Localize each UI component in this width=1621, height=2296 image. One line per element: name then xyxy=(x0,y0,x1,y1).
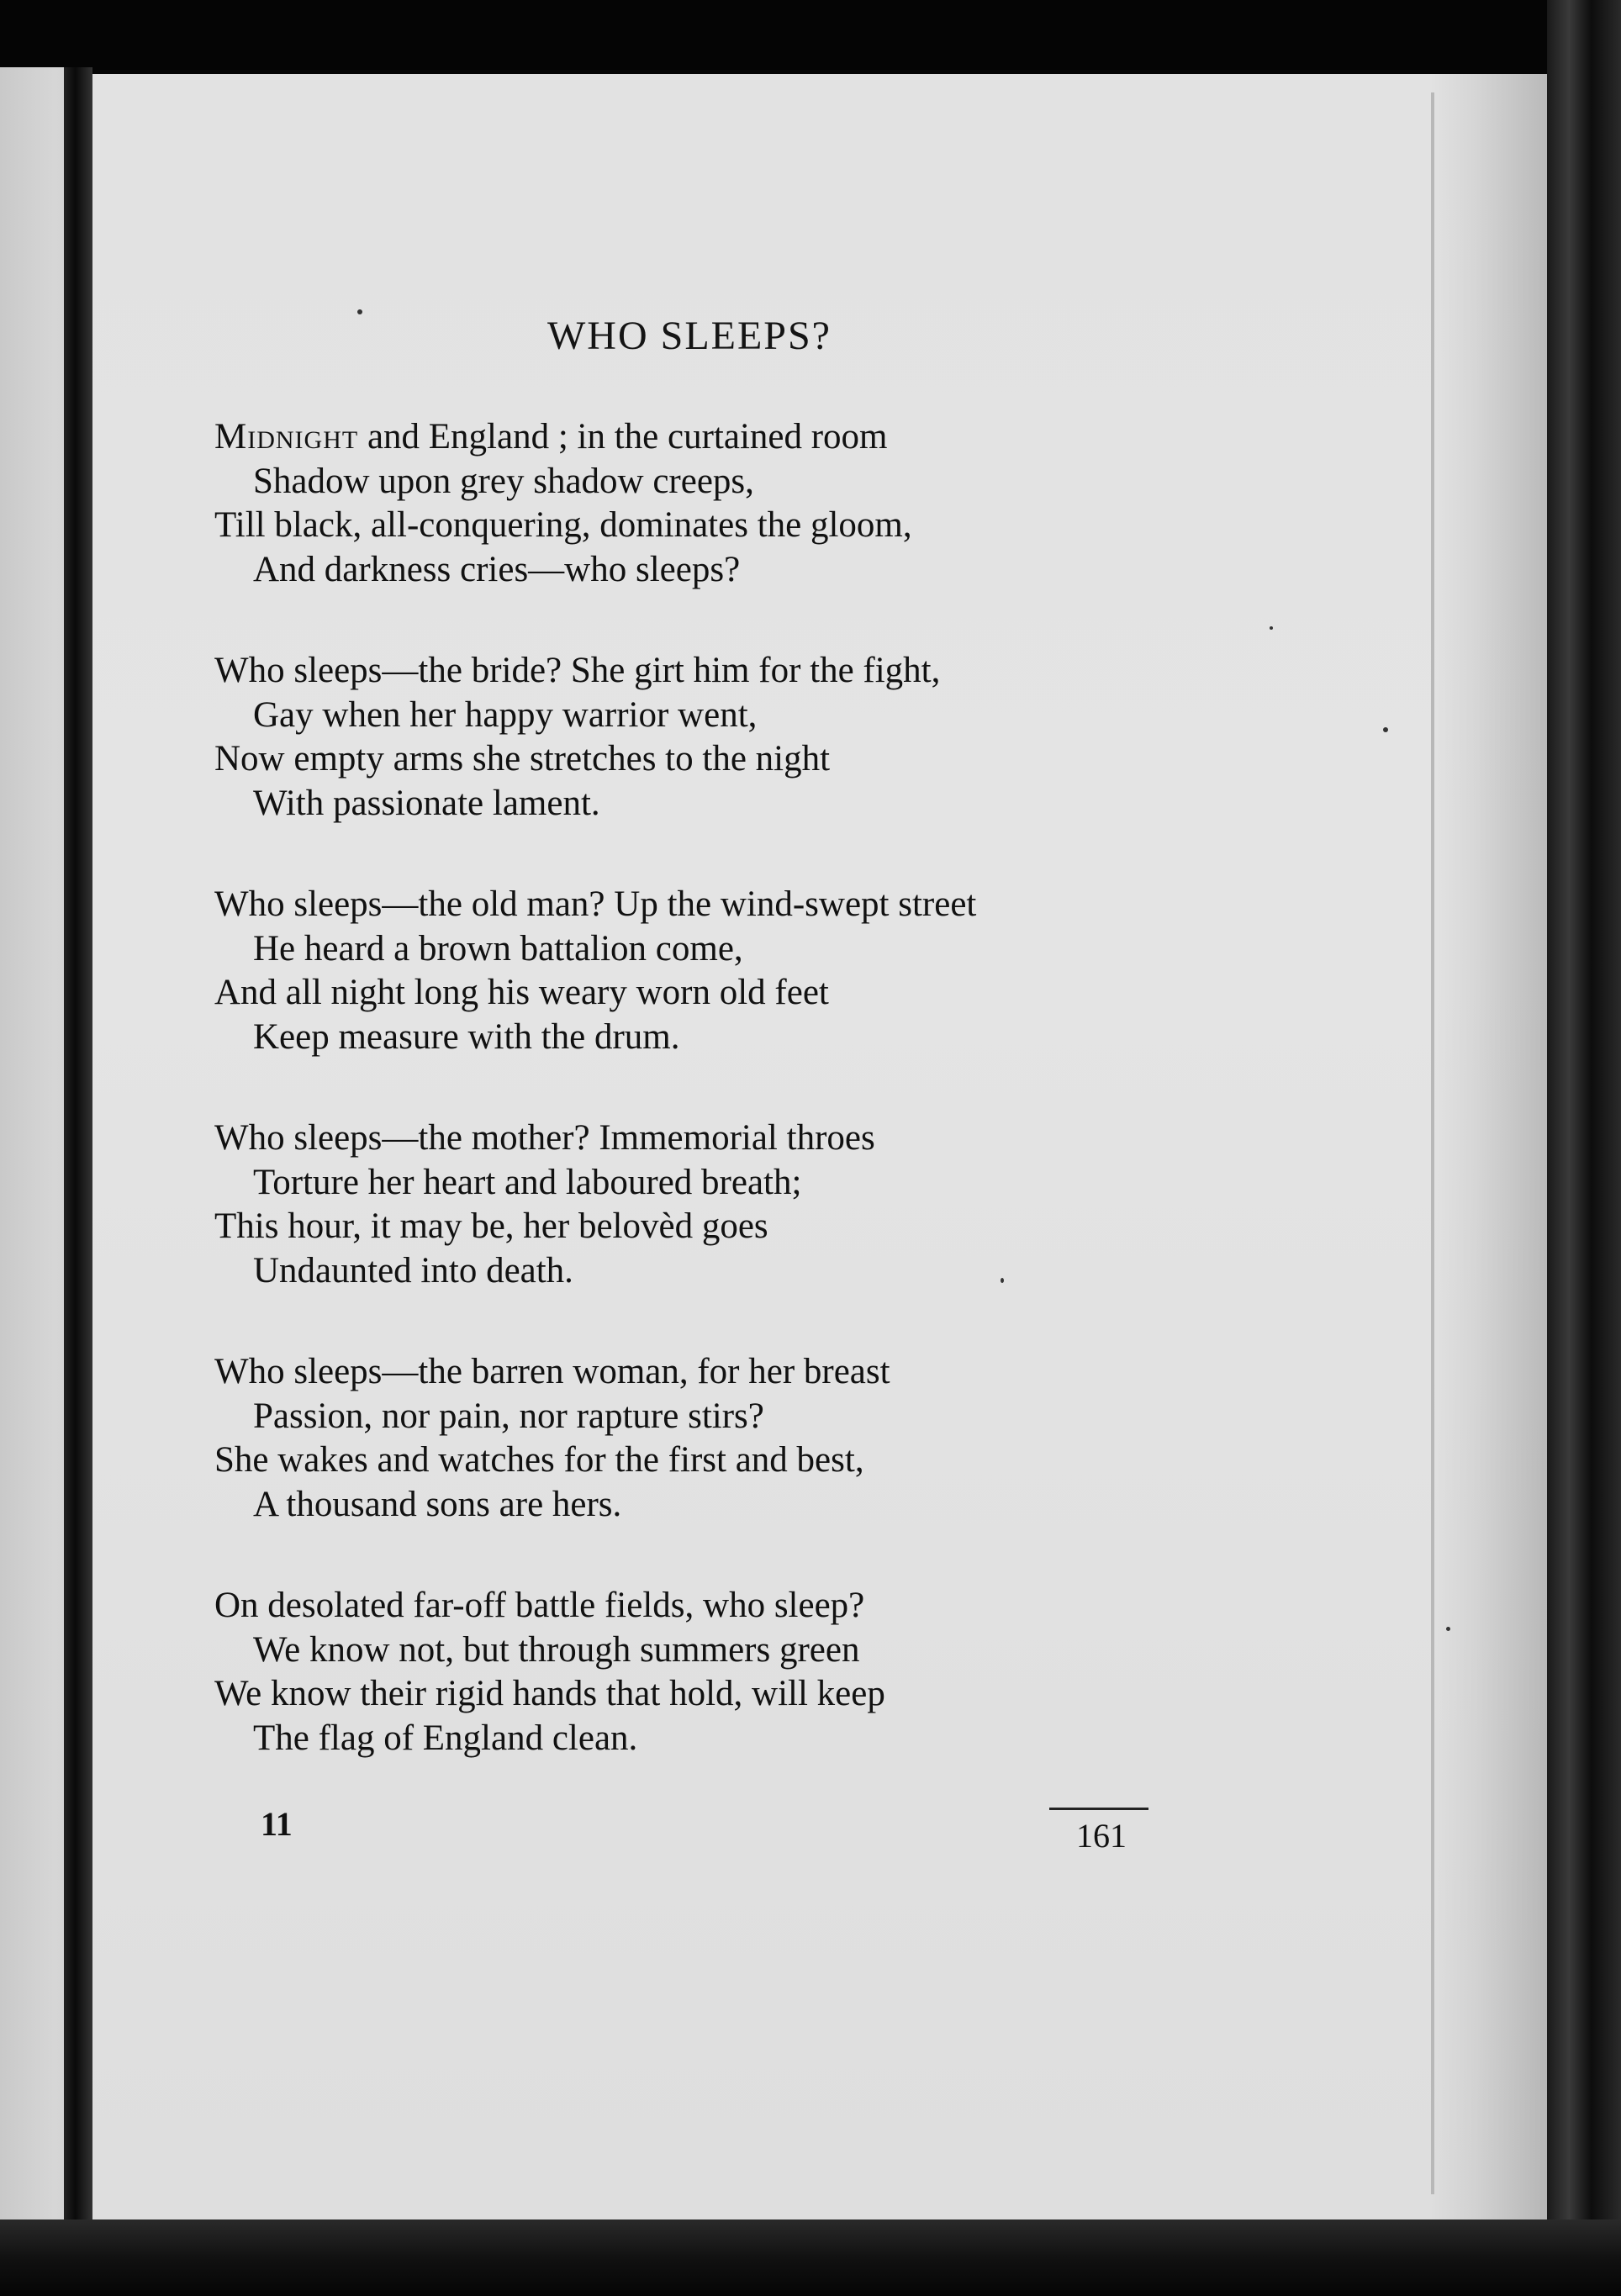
dust-speck xyxy=(1001,1278,1004,1283)
binding-line xyxy=(1431,92,1434,2194)
poem-line: She wakes and watches for the first and best, xyxy=(214,1440,864,1480)
stanza xyxy=(214,649,1307,826)
poem-line: We know not, but through summers green xyxy=(253,1629,860,1670)
poem-line: Torture her heart and laboured breath; xyxy=(253,1162,802,1202)
poem-line: And darkness cries—who sleeps? xyxy=(253,549,741,589)
poem-line: And all night long his weary worn old feet xyxy=(214,973,829,1012)
poem-line: Who sleeps—the barren woman, for her breast xyxy=(214,1352,890,1391)
stanza xyxy=(214,415,1307,592)
dust-speck xyxy=(357,309,362,314)
poem-line: We know their rigid hands that hold, will keep xyxy=(214,1674,885,1713)
poem-line: Gay when her happy warrior went, xyxy=(253,694,758,735)
page-bottom-edge xyxy=(0,2219,1621,2296)
poem-line: Who sleeps—the bride? She girt him for the fight, xyxy=(214,651,941,690)
dust-speck xyxy=(1446,1627,1450,1631)
poem-line: Shadow upon grey shadow creeps, xyxy=(253,461,754,501)
poem-line xyxy=(214,415,1307,460)
dust-speck xyxy=(1270,626,1273,630)
poem-line: Now empty arms she stretches to the night xyxy=(214,739,831,779)
poem-line: Undaunted into death. xyxy=(253,1250,573,1291)
poem-line: With passionate lament. xyxy=(253,783,600,823)
poem-line: This hour, it may be, her belovèd goes xyxy=(214,1206,768,1246)
small-caps-lead: Midnight xyxy=(214,417,359,457)
poem-body xyxy=(214,415,1307,1818)
dust-speck xyxy=(1383,727,1388,732)
poem-line: A thousand sons are hers. xyxy=(253,1484,622,1524)
stanza xyxy=(214,883,1307,1059)
poem-line: Passion, nor pain, nor rapture stirs? xyxy=(253,1396,764,1436)
left-page-edge xyxy=(64,67,92,2219)
poem-line: Who sleeps—the mother? Immemorial throes xyxy=(214,1118,875,1158)
poem-line: Who sleeps—the old man? Up the wind-swept street xyxy=(214,884,977,924)
poem-line: Keep measure with the drum. xyxy=(253,1016,680,1057)
poem-line: On desolated far-off battle fields, who sleep? xyxy=(214,1586,865,1625)
stanza xyxy=(214,1584,1307,1760)
page-number-rule xyxy=(1049,1808,1148,1810)
page-gutter-shadow xyxy=(1429,74,1547,2226)
stanza xyxy=(214,1350,1307,1527)
poem-line: The flag of England clean. xyxy=(253,1718,638,1758)
page-number: 161 xyxy=(1076,1817,1127,1855)
poem-line: He heard a brown battalion come, xyxy=(253,928,743,969)
poem-line-text: and England ; in the curtained room xyxy=(367,417,888,457)
book-spine xyxy=(1547,0,1621,2296)
signature-mark: 11 xyxy=(261,1805,293,1843)
poem-title: WHO SLEEPS? xyxy=(547,314,832,358)
stanza xyxy=(214,1116,1307,1293)
poem-line: Till black, all-conquering, dominates the gloom, xyxy=(214,505,912,545)
